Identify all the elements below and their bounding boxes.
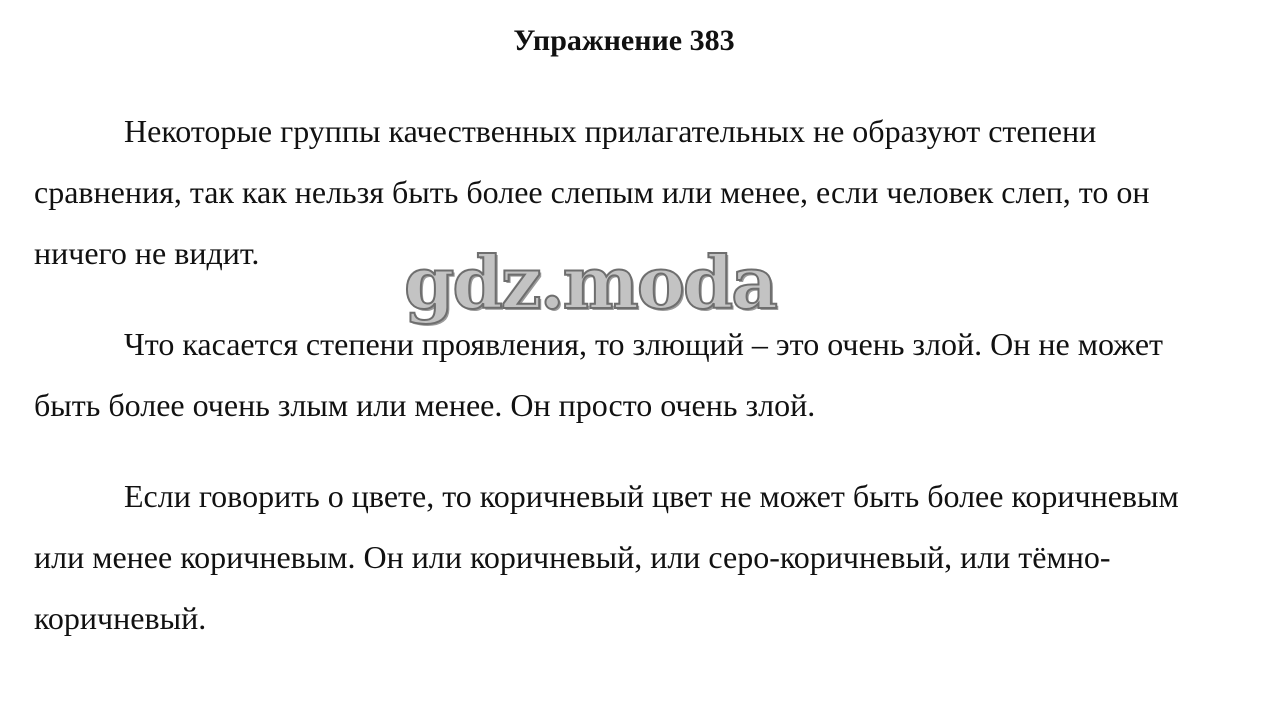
paragraph-2: Что касается степени проявления, то злющий – это очень злой. Он не может быть более очень злым или менее. Он просто очень злой. (34, 326, 1164, 423)
paragraph-3: Если говорить о цвете, то коричневый цвет не может быть более коричневым или менее коричневым. Он или коричневый, или серо-коричневый, или тёмно-коричневый. (34, 478, 1179, 636)
watermark-logo: gdz.moda (404, 240, 776, 325)
paragraph-1: Некоторые группы качественных прилагательных не образуют степени сравнения, так как нельзя быть более слепым или менее, если человек слеп, то он ничего не видит. (34, 113, 1150, 271)
exercise-title: Упражнение 383 (513, 24, 735, 57)
